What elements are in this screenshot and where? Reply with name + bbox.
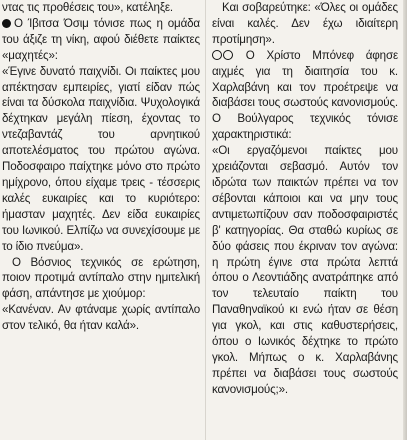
paragraph-bonev-text: Ο Χρίστο Μπόνεφ άφησε αιχμές για τη διαιτησία του κ. Χαρλαβάνη και τον προέτρεψε να διαβάσει τους σωστούς κανονισμούς. Ο Βούλγαρος τεχνικός τόνισε χαρακτηριστικά: xyxy=(212,48,398,142)
column-gutter xyxy=(205,0,206,440)
paragraph-bosnian-coach: Ο Βόσνιος τεχνικός σε ερώτηση, ποιον προτιμά αντίπαλο στην ημιτελική φάση, απάντησε με χιούμορ: xyxy=(2,255,200,301)
ring-bullet-icon xyxy=(223,50,233,60)
ring-bullet-icon xyxy=(212,50,222,60)
quote-humor: «Κανέναν. Αν φτάναμε χωρίς αντίπαλο στον τελικό, θα ήταν καλά». xyxy=(2,303,200,333)
paragraph-bonev xyxy=(212,48,398,143)
paragraph-osim xyxy=(2,16,200,64)
quote-bonev: «Οι εργαζόμενοι παίκτες μου χρειάζονται σεβασμό. Αυτόν τον ιδρώτα των παικτών πρέπει να τον σέβονται κάποιοι και να μην τους αντιμετωπίζουν σαν ποδοσφαιριστές β' κατηγορίας. Θα σταθώ κυρίως σε δύο φάσεις που έκριναν τον αγώνα: η πρώτη έγινε στα πρώτα λεπτά όπου ο Λεοντιάδης ανατράπηκε από τον τελευταίο παίκτη του Παναθηναϊκού κι ενώ ήταν σε θέση για γκολ, και στις καθυστερήσεις, όπου ο Ιωνικός δέχτηκε το πρώτο γκολ. Μήπως ο κ. Χαρλαβάνης πρέπει να διαβάσει τους σωστούς κανονισμούς;». xyxy=(212,144,398,396)
paragraph-serious: Και σοβαρεύτηκε: «Όλες οι ομάδες είναι καλές. Δεν έχω ιδιαίτερη προτίμηση». xyxy=(212,1,398,46)
page-edge xyxy=(403,0,407,440)
paragraph-osim-text: Ο Ίβιτσα Όσιμ τόνισε πως η ομάδα του άξιζε τη νίκη, αφού διέθετε παίκτες «μαχητές»: xyxy=(2,16,200,62)
quote-osim: «Έγινε δυνατό παιχνίδι. Οι παίκτες μου απέκτησαν εμπειρίες, γιατί είδαν πώς είναι τα δύσκολα παιχνίδια. Ψυχολογικά δέχτηκαν μεγάλη πίεση, έχοντας το ντεζαβαντάζ του αρνητικού αποτελέσματος του πρώτου αγώνα. Ποδοσφαιρο παίχτηκε μόνο στο πρώτο ημίχρονο, όπου είχαμε τρεις - τέσσερις καλές ευκαιρίες και το κυριότερο: ήμασταν μαχητές. Δεν είδα ευκαιρίες του Ιωνικού. Ελπίζω να συνεχίσουμε με το ίδιο πνεύμα». xyxy=(2,64,200,253)
bullet-dot-icon xyxy=(2,19,11,28)
paragraph-continuation: ντας τις προθέσεις του», κατέληξε. xyxy=(2,1,173,14)
left-text-column xyxy=(2,0,200,334)
right-text-column xyxy=(212,0,398,398)
